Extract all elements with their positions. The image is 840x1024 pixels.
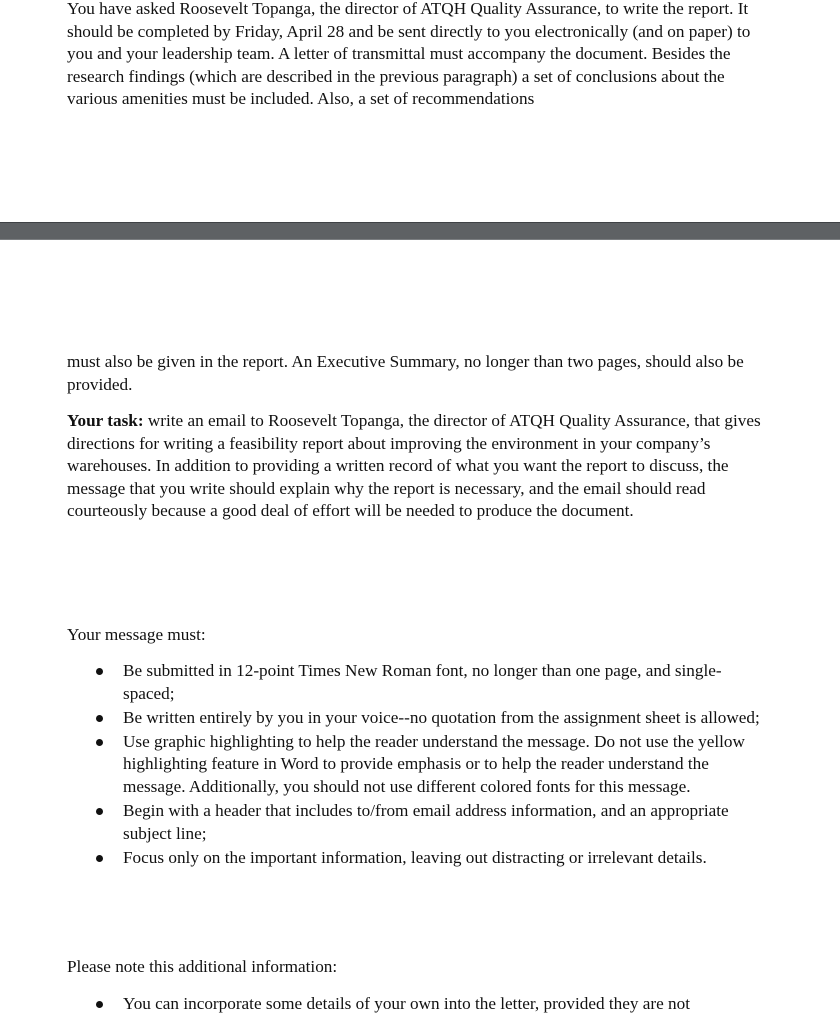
task-text: write an email to Roosevelt Topanga, the director of ATQH Quality Assurance, that gives directions for writing a feasibility report about improving the environment in your company’s warehouses. In addition to providing a written record of what you want the report to discuss, the message that you write should explain why the report is necessary, and the email should read courteously because a good deal of effort will be needed to produce the document.: [67, 411, 761, 520]
requirements-list: [67, 660, 767, 871]
list-item: Be written entirely by you in your voice--no quotation from the assignment sheet is allowed;: [67, 707, 767, 730]
bullet-icon: [96, 855, 103, 862]
note-heading: Please note this additional information:: [67, 957, 338, 976]
message-heading: Your message must:: [67, 625, 206, 644]
list-item: Use graphic highlighting to help the reader understand the message. Do not use the yellow highlighting feature in Word to provide emphasis or to help the reader understand the message. Additionally, you should not use different colored fonts for this message.: [67, 731, 767, 799]
list-item: Focus only on the important information, leaving out distracting or irrelevant details.: [67, 847, 767, 870]
bullet-icon: [96, 739, 103, 746]
notes-list: [67, 993, 767, 1017]
list-item: Be submitted in 12-point Times New Roman font, no longer than one page, and single-spaced;: [67, 660, 767, 705]
document-page-2: [0, 240, 840, 1024]
bullet-icon: [96, 668, 103, 675]
list-item: You can incorporate some details of your own into the letter, provided they are not: [67, 993, 767, 1016]
page-break-divider: [0, 222, 840, 240]
list-item: Begin with a header that includes to/from email address information, and an appropriate subject line;: [67, 800, 767, 845]
bullet-icon: [96, 808, 103, 815]
document-page-1: [0, 0, 840, 222]
bullet-icon: [96, 715, 103, 722]
task-paragraph: [67, 410, 767, 523]
assignment-paragraph: You have asked Roosevelt Topanga, the director of ATQH Quality Assurance, to write the report. It should be completed by Friday, April 28 and be sent directly to you electronically (and on paper) to you and your leadership team. A letter of transmittal must accompany the document. Besides the research findings (which are described in the previous paragraph) a set of conclusions about the various amenities must be included. Also, a set of recommendations: [67, 0, 751, 108]
continuation-paragraph: must also be given in the report. An Executive Summary, no longer than two pages, should also be provided.: [67, 352, 744, 394]
task-label: Your task:: [67, 411, 144, 430]
bullet-icon: [96, 1001, 103, 1008]
